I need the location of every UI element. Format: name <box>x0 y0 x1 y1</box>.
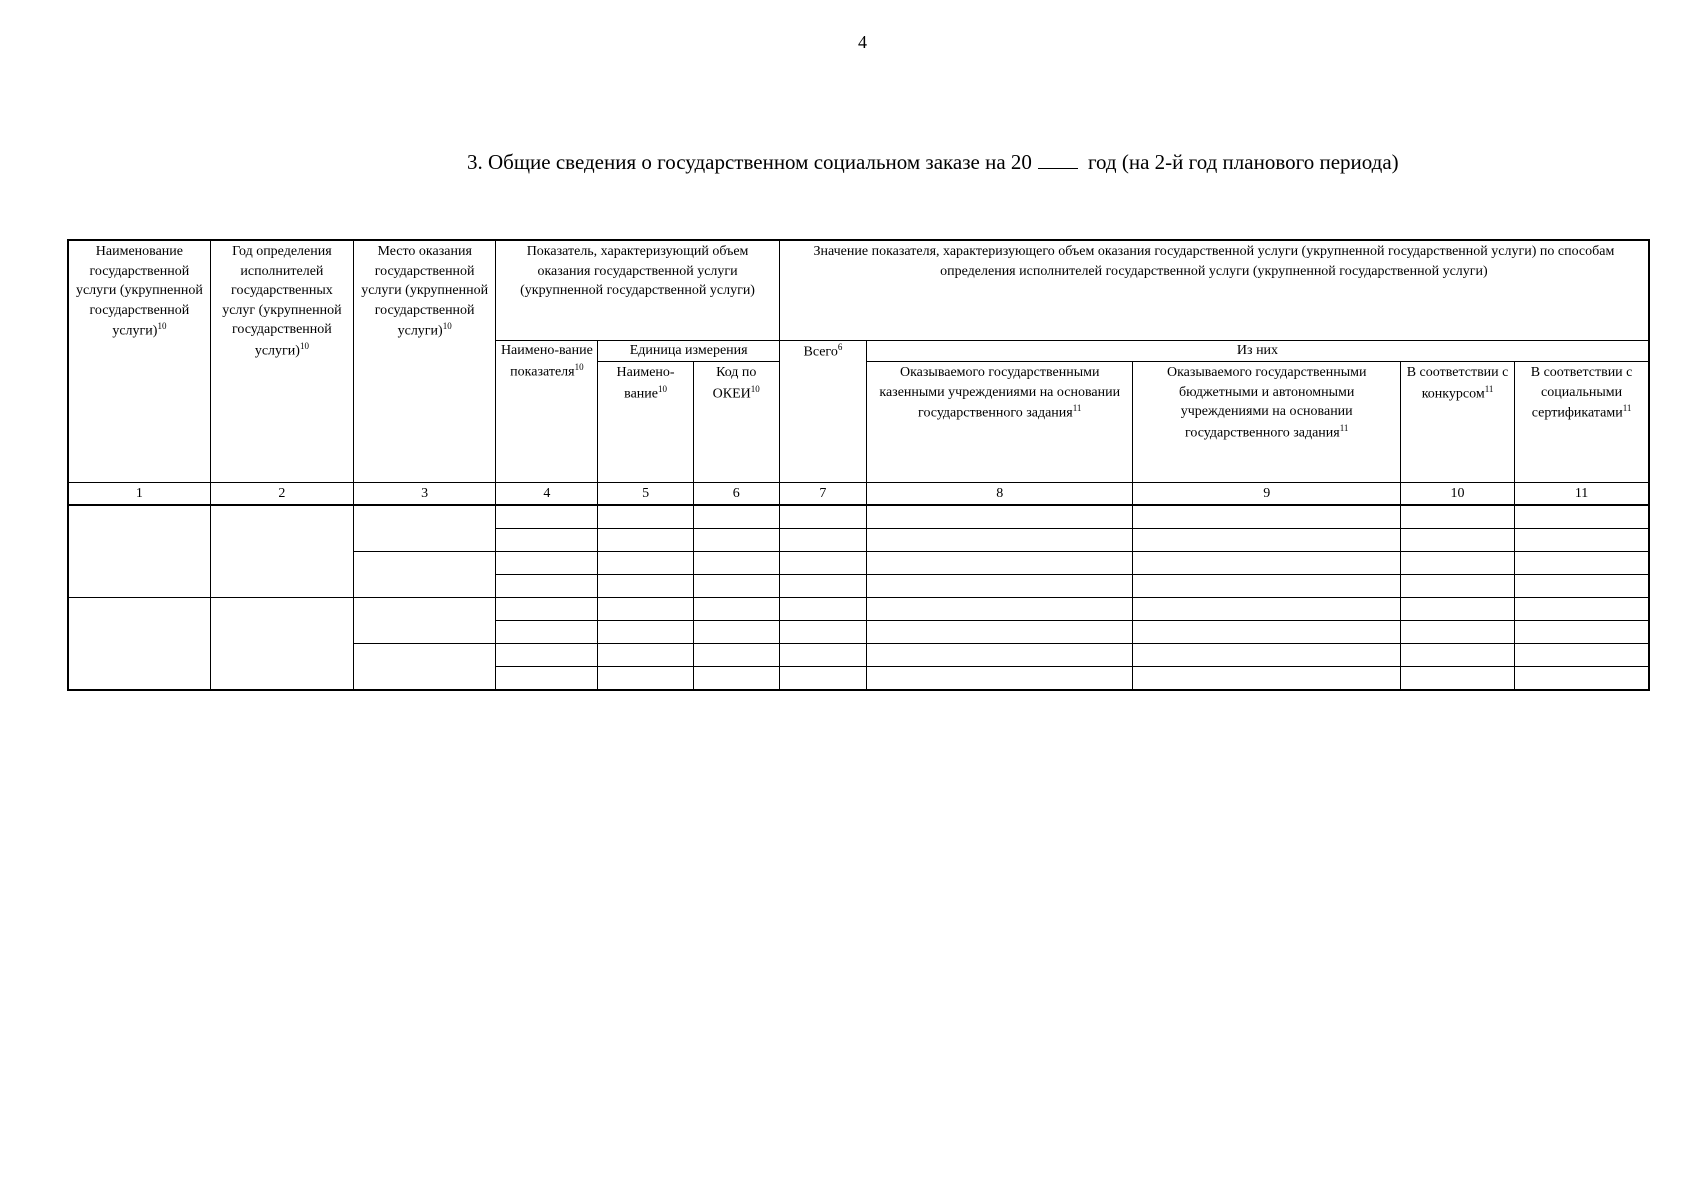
header-unit-group: Единица измерения <box>598 341 779 362</box>
column-numbers-row <box>68 483 1649 506</box>
cell-indicator-name[interactable] <box>496 667 598 691</box>
header-value-group: Значение показателя, характеризующего объем оказания государственной услуги (укрупненной государственной услуги) по способам определения исполнителей государственной услуги (укрупненной государственной услуги) <box>779 240 1649 341</box>
column-number: 6 <box>693 483 779 506</box>
cell-budget-autonomous[interactable] <box>1133 575 1400 598</box>
cell-state-treasury[interactable] <box>866 552 1132 575</box>
column-number: 1 <box>68 483 210 506</box>
cell-budget-autonomous[interactable] <box>1133 529 1400 552</box>
column-number: 10 <box>1400 483 1514 506</box>
year-blank-field <box>1038 154 1078 169</box>
cell-state-treasury[interactable] <box>866 644 1132 667</box>
cell-total[interactable] <box>779 529 866 552</box>
cell-unit-okei[interactable] <box>693 505 779 529</box>
header-indicator-name: Наимено-вание показателя$^{10}$ <box>496 341 598 483</box>
social-order-table <box>67 239 1650 691</box>
header-budget-autonomous: Оказываемого государственными бюджетными и автономными учреждениями на основании государственного задания$^{11}$ <box>1133 362 1400 483</box>
section-title-start: 3. Общие сведения о государственном социальном заказе на 20 <box>467 150 1032 174</box>
cell-state-treasury[interactable] <box>866 598 1132 621</box>
cell-social-certificates[interactable] <box>1515 505 1649 529</box>
cell-unit-name[interactable] <box>598 598 693 621</box>
cell-social-certificates[interactable] <box>1515 621 1649 644</box>
cell-competition[interactable] <box>1400 667 1514 691</box>
cell-indicator-name[interactable] <box>496 621 598 644</box>
cell-service-place[interactable] <box>354 598 496 644</box>
header-service-place: Место оказания государственной услуги (укрупненной государственной услуги)$^{10}$ <box>354 240 496 483</box>
column-number: 3 <box>354 483 496 506</box>
cell-total[interactable] <box>779 667 866 691</box>
column-number: 11 <box>1515 483 1649 506</box>
cell-social-certificates[interactable] <box>1515 552 1649 575</box>
cell-budget-autonomous[interactable] <box>1133 552 1400 575</box>
cell-competition[interactable] <box>1400 505 1514 529</box>
cell-unit-name[interactable] <box>598 667 693 691</box>
cell-indicator-name[interactable] <box>496 644 598 667</box>
page-number: 4 <box>858 32 867 52</box>
cell-service-place[interactable] <box>354 644 496 691</box>
cell-indicator-name[interactable] <box>496 505 598 529</box>
column-number: 2 <box>210 483 353 506</box>
cell-state-treasury[interactable] <box>866 667 1132 691</box>
cell-executor-year[interactable] <box>210 505 353 598</box>
cell-social-certificates[interactable] <box>1515 667 1649 691</box>
cell-indicator-name[interactable] <box>496 529 598 552</box>
cell-budget-autonomous[interactable] <box>1133 644 1400 667</box>
cell-state-treasury[interactable] <box>866 621 1132 644</box>
header-row-1 <box>68 240 1649 341</box>
cell-total[interactable] <box>779 621 866 644</box>
header-unit-okei: Код по ОКЕИ$^{10}$ <box>693 362 779 483</box>
section-title-end: год (на 2-й год планового периода) <box>1087 150 1399 174</box>
section-title <box>467 150 1399 175</box>
cell-unit-name[interactable] <box>598 621 693 644</box>
cell-executor-year[interactable] <box>210 598 353 691</box>
cell-unit-okei[interactable] <box>693 552 779 575</box>
cell-total[interactable] <box>779 505 866 529</box>
cell-budget-autonomous[interactable] <box>1133 598 1400 621</box>
cell-unit-name[interactable] <box>598 529 693 552</box>
header-unit-name: Наимено-вание$^{10}$ <box>598 362 693 483</box>
column-number: 5 <box>598 483 693 506</box>
column-number: 7 <box>779 483 866 506</box>
cell-competition[interactable] <box>1400 575 1514 598</box>
cell-unit-okei[interactable] <box>693 667 779 691</box>
cell-unit-okei[interactable] <box>693 621 779 644</box>
cell-unit-okei[interactable] <box>693 575 779 598</box>
header-of-them: Из них <box>866 341 1649 362</box>
cell-total[interactable] <box>779 575 866 598</box>
header-total: Всего$^6$ <box>779 341 866 483</box>
cell-budget-autonomous[interactable] <box>1133 621 1400 644</box>
cell-budget-autonomous[interactable] <box>1133 505 1400 529</box>
cell-service-name[interactable] <box>68 505 210 598</box>
cell-competition[interactable] <box>1400 552 1514 575</box>
cell-indicator-name[interactable] <box>496 575 598 598</box>
cell-service-name[interactable] <box>68 598 210 691</box>
cell-unit-okei[interactable] <box>693 598 779 621</box>
cell-social-certificates[interactable] <box>1515 529 1649 552</box>
cell-unit-okei[interactable] <box>693 529 779 552</box>
cell-social-certificates[interactable] <box>1515 575 1649 598</box>
cell-budget-autonomous[interactable] <box>1133 667 1400 691</box>
cell-state-treasury[interactable] <box>866 505 1132 529</box>
cell-unit-name[interactable] <box>598 575 693 598</box>
header-service-name: Наименование государственной услуги (укрупненной государственной услуги)$^{10}$ <box>68 240 210 483</box>
header-indicator-group: Показатель, характеризующий объем оказания государственной услуги (укрупненной государственной услуги) <box>496 240 780 341</box>
table-row <box>68 505 1649 529</box>
cell-unit-name[interactable] <box>598 552 693 575</box>
cell-total[interactable] <box>779 598 866 621</box>
column-number: 9 <box>1133 483 1400 506</box>
cell-competition[interactable] <box>1400 644 1514 667</box>
cell-competition[interactable] <box>1400 529 1514 552</box>
column-number: 8 <box>866 483 1132 506</box>
header-executor-year: Год определения исполнителей государственных услуг (укрупненной государственной услуги)$^{10}$ <box>210 240 353 483</box>
cell-social-certificates[interactable] <box>1515 644 1649 667</box>
table-row <box>68 598 1649 621</box>
cell-state-treasury[interactable] <box>866 575 1132 598</box>
cell-total[interactable] <box>779 644 866 667</box>
cell-competition[interactable] <box>1400 598 1514 621</box>
cell-service-place[interactable] <box>354 505 496 552</box>
cell-unit-name[interactable] <box>598 644 693 667</box>
header-competition: В соответствии с конкурсом$^{11}$ <box>1400 362 1514 483</box>
cell-indicator-name[interactable] <box>496 552 598 575</box>
cell-unit-okei[interactable] <box>693 644 779 667</box>
cell-total[interactable] <box>779 552 866 575</box>
header-state-treasury: Оказываемого государственными казенными учреждениями на основании государственного задания$^{11}$ <box>866 362 1132 483</box>
cell-competition[interactable] <box>1400 621 1514 644</box>
column-number: 4 <box>496 483 598 506</box>
cell-service-place[interactable] <box>354 552 496 598</box>
cell-unit-name[interactable] <box>598 505 693 529</box>
header-social-certificates: В соответствии с социальными сертификатами$^{11}$ <box>1515 362 1649 483</box>
cell-state-treasury[interactable] <box>866 529 1132 552</box>
cell-indicator-name[interactable] <box>496 598 598 621</box>
cell-social-certificates[interactable] <box>1515 598 1649 621</box>
